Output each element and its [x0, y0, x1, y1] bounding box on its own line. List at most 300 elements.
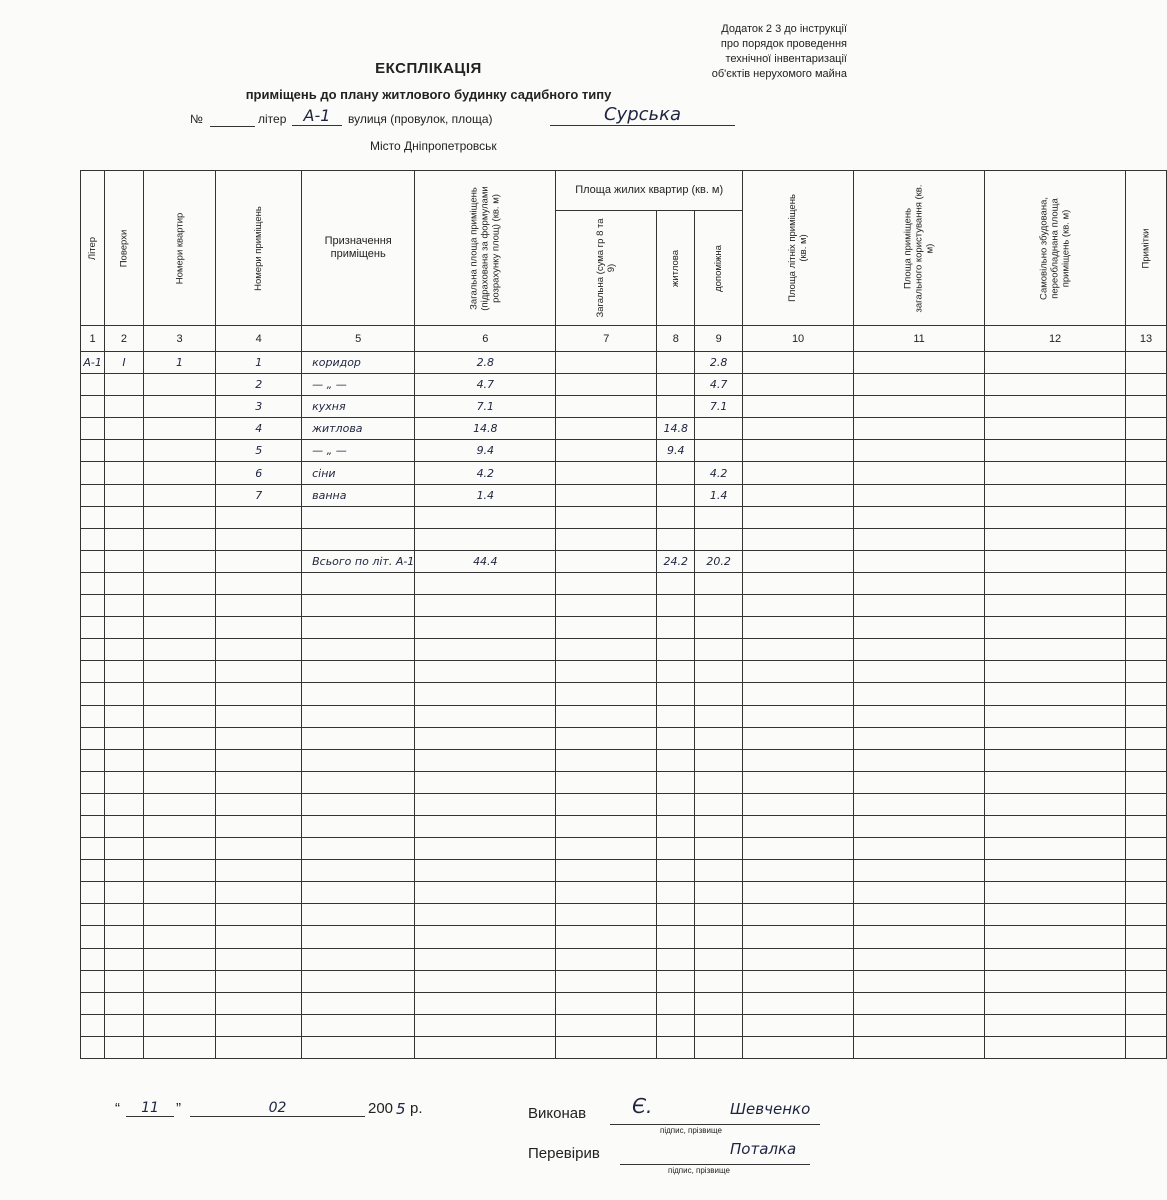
table-cell — [143, 948, 216, 970]
table-cell — [985, 396, 1126, 418]
table-cell — [854, 970, 985, 992]
table-row — [81, 550, 1167, 572]
document-subtitle: приміщень до плану житлового будинку садибного типу — [245, 87, 612, 102]
header-total-area: Загальна площа приміщень (підрахована за формулами розрахунку площ) (кв. м) — [415, 171, 556, 326]
table-row — [81, 970, 1167, 992]
table-cell: коридор — [302, 352, 415, 374]
table-cell — [143, 926, 216, 948]
header-notes: Примітки — [1126, 171, 1167, 326]
table-cell — [743, 506, 854, 528]
table-cell — [415, 617, 556, 639]
table-cell — [1126, 860, 1167, 882]
table-cell — [985, 352, 1126, 374]
table-row — [81, 661, 1167, 683]
table-cell — [1126, 528, 1167, 550]
table-cell — [1126, 683, 1167, 705]
table-cell — [81, 396, 105, 418]
table-cell: 44.4 — [415, 550, 556, 572]
table-cell — [143, 749, 216, 771]
table-cell — [81, 683, 105, 705]
table-cell — [743, 572, 854, 594]
table-cell — [743, 418, 854, 440]
table-cell — [143, 572, 216, 594]
table-row — [81, 572, 1167, 594]
table-cell — [105, 926, 144, 948]
table-cell — [415, 705, 556, 727]
table-cell — [556, 550, 657, 572]
table-cell — [81, 749, 105, 771]
table-cell — [415, 661, 556, 683]
table-cell — [556, 374, 657, 396]
table-cell — [143, 484, 216, 506]
table-cell — [854, 705, 985, 727]
table-cell — [81, 860, 105, 882]
table-cell — [302, 1036, 415, 1058]
table-cell: ванна — [302, 484, 415, 506]
table-cell — [695, 617, 743, 639]
table-cell — [854, 440, 985, 462]
table-cell — [143, 440, 216, 462]
table-cell: 1 — [216, 352, 302, 374]
table-cell — [302, 727, 415, 749]
table-cell: 14.8 — [415, 418, 556, 440]
table-cell — [302, 749, 415, 771]
table-cell — [556, 904, 657, 926]
table-cell — [105, 970, 144, 992]
table-cell — [415, 506, 556, 528]
liter-value: А-1 — [292, 106, 342, 126]
table-cell — [216, 860, 302, 882]
table-cell — [657, 484, 695, 506]
explication-table — [80, 170, 1167, 1059]
table-cell — [105, 418, 144, 440]
table-cell — [657, 815, 695, 837]
table-row — [81, 639, 1167, 661]
table-cell: 1 — [143, 352, 216, 374]
table-cell — [302, 904, 415, 926]
table-cell — [143, 418, 216, 440]
table-cell — [556, 440, 657, 462]
table-cell — [657, 506, 695, 528]
table-cell — [985, 705, 1126, 727]
table-cell — [81, 948, 105, 970]
table-cell — [657, 462, 695, 484]
table-cell — [556, 992, 657, 1014]
table-cell — [985, 970, 1126, 992]
table-cell — [743, 727, 854, 749]
table-cell — [556, 617, 657, 639]
table-cell — [143, 1036, 216, 1058]
number-blank — [210, 112, 255, 127]
column-number: 9 — [695, 326, 743, 352]
table-cell — [1126, 1036, 1167, 1058]
table-cell — [143, 1014, 216, 1036]
table-cell — [556, 572, 657, 594]
header-floors: Поверхи — [105, 171, 144, 326]
table-cell — [854, 374, 985, 396]
table-row — [81, 396, 1167, 418]
table-cell — [415, 860, 556, 882]
table-cell — [556, 661, 657, 683]
table-cell: 24.2 — [657, 550, 695, 572]
table-cell — [143, 771, 216, 793]
table-cell — [415, 528, 556, 550]
table-cell — [657, 595, 695, 617]
table-cell — [81, 418, 105, 440]
table-cell — [743, 838, 854, 860]
table-cell — [743, 948, 854, 970]
table-cell — [985, 860, 1126, 882]
table-cell — [695, 815, 743, 837]
table-cell — [743, 462, 854, 484]
table-cell — [81, 661, 105, 683]
table-cell — [556, 771, 657, 793]
table-cell — [1126, 661, 1167, 683]
table-cell — [657, 749, 695, 771]
table-cell — [854, 992, 985, 1014]
table-cell — [415, 1014, 556, 1036]
table-cell — [143, 705, 216, 727]
header-apartment-numbers: Номери квартир — [143, 171, 216, 326]
table-row — [81, 771, 1167, 793]
table-row — [81, 926, 1167, 948]
table-cell — [657, 352, 695, 374]
done-caption: підпис, прізвище — [660, 1126, 722, 1135]
table-cell — [985, 374, 1126, 396]
table-cell — [1126, 992, 1167, 1014]
table-row — [81, 705, 1167, 727]
table-cell: 4.7 — [415, 374, 556, 396]
table-cell — [985, 572, 1126, 594]
table-cell — [556, 484, 657, 506]
table-cell: 7.1 — [415, 396, 556, 418]
table-row — [81, 506, 1167, 528]
table-row — [81, 374, 1167, 396]
table-cell: 6 — [216, 462, 302, 484]
table-cell — [695, 904, 743, 926]
table-cell — [415, 572, 556, 594]
table-cell: 9.4 — [657, 440, 695, 462]
table-cell — [743, 484, 854, 506]
table-cell — [985, 528, 1126, 550]
table-row — [81, 860, 1167, 882]
table-row — [81, 352, 1167, 374]
appendix-line: Додаток 2 3 до інструкції — [721, 23, 847, 35]
table-cell — [743, 595, 854, 617]
table-cell — [143, 639, 216, 661]
table-cell — [854, 550, 985, 572]
table-cell — [743, 904, 854, 926]
table-cell — [556, 506, 657, 528]
table-cell — [854, 727, 985, 749]
table-cell — [695, 838, 743, 860]
table-cell — [1126, 749, 1167, 771]
table-cell — [854, 948, 985, 970]
table-cell — [1126, 396, 1167, 418]
appendix-line: технічної інвентаризації — [725, 53, 847, 65]
table-cell — [302, 506, 415, 528]
date-quote-close: ” — [176, 1100, 181, 1117]
table-cell — [657, 639, 695, 661]
table-cell — [143, 374, 216, 396]
table-cell — [695, 705, 743, 727]
table-cell — [105, 484, 144, 506]
table-row — [81, 484, 1167, 506]
table-cell — [985, 683, 1126, 705]
table-row — [81, 683, 1167, 705]
table-cell — [302, 705, 415, 727]
table-cell — [985, 727, 1126, 749]
table-row — [81, 528, 1167, 550]
table-cell — [81, 904, 105, 926]
table-cell — [216, 970, 302, 992]
column-number: 5 — [302, 326, 415, 352]
table-cell — [105, 374, 144, 396]
table-cell — [556, 838, 657, 860]
date-year-suffix: р. — [410, 1100, 423, 1117]
table-cell — [1126, 595, 1167, 617]
table-cell — [415, 639, 556, 661]
table-cell: Всього по літ. А-1 — [302, 550, 415, 572]
date-day: 11 — [126, 1100, 174, 1117]
table-cell — [81, 639, 105, 661]
table-cell — [302, 882, 415, 904]
table-row — [81, 1036, 1167, 1058]
table-cell — [216, 838, 302, 860]
table-cell — [81, 374, 105, 396]
table-cell — [415, 1036, 556, 1058]
table-cell — [743, 352, 854, 374]
table-cell — [302, 572, 415, 594]
table-cell — [302, 771, 415, 793]
checked-caption: підпис, прізвище — [668, 1166, 730, 1175]
table-cell — [743, 374, 854, 396]
table-cell — [415, 948, 556, 970]
table-cell — [985, 506, 1126, 528]
table-cell — [556, 926, 657, 948]
table-cell: 3 — [216, 396, 302, 418]
table-cell — [657, 926, 695, 948]
table-header-row — [81, 171, 1167, 211]
checked-label: Перевірив — [528, 1145, 600, 1162]
table-cell — [743, 749, 854, 771]
table-cell — [216, 506, 302, 528]
table-cell — [854, 617, 985, 639]
table-cell — [302, 595, 415, 617]
table-cell — [743, 550, 854, 572]
table-cell — [81, 595, 105, 617]
table-cell — [143, 396, 216, 418]
street-label: вулиця (провулок, площа) — [348, 112, 493, 126]
table-row — [81, 992, 1167, 1014]
table-cell — [105, 948, 144, 970]
table-cell — [743, 1036, 854, 1058]
table-cell — [216, 727, 302, 749]
table-cell: І — [105, 352, 144, 374]
table-row — [81, 749, 1167, 771]
table-cell — [657, 793, 695, 815]
column-number: 3 — [143, 326, 216, 352]
table-cell: 4.7 — [695, 374, 743, 396]
column-number: 13 — [1126, 326, 1167, 352]
table-cell — [216, 904, 302, 926]
table-cell: сіни — [302, 462, 415, 484]
table-cell — [216, 572, 302, 594]
table-cell — [105, 904, 144, 926]
table-cell — [743, 882, 854, 904]
checked-name: Поталка — [730, 1140, 797, 1158]
table-cell: 1.4 — [695, 484, 743, 506]
table-cell — [657, 661, 695, 683]
table-cell — [1126, 462, 1167, 484]
table-cell — [81, 838, 105, 860]
table-cell — [556, 970, 657, 992]
table-cell — [415, 595, 556, 617]
table-cell: 2.8 — [415, 352, 556, 374]
table-cell — [657, 904, 695, 926]
table-cell — [105, 1036, 144, 1058]
table-cell — [985, 926, 1126, 948]
table-cell — [854, 838, 985, 860]
table-cell — [1126, 926, 1167, 948]
table-cell — [216, 948, 302, 970]
table-cell — [81, 705, 105, 727]
table-cell — [143, 595, 216, 617]
table-cell — [216, 992, 302, 1014]
table-cell — [1126, 948, 1167, 970]
table-cell — [105, 462, 144, 484]
table-cell — [657, 572, 695, 594]
table-cell — [1126, 639, 1167, 661]
table-cell — [143, 506, 216, 528]
table-cell — [81, 1036, 105, 1058]
column-number: 1 — [81, 326, 105, 352]
table-cell — [415, 815, 556, 837]
table-row — [81, 462, 1167, 484]
column-number: 7 — [556, 326, 657, 352]
table-cell — [695, 506, 743, 528]
table-cell — [216, 771, 302, 793]
table-cell — [105, 683, 144, 705]
table-cell — [743, 815, 854, 837]
header-common-area: Площа приміщень загального користування (кв. м) — [854, 171, 985, 326]
table-cell — [1126, 882, 1167, 904]
table-cell — [985, 550, 1126, 572]
table-cell — [854, 595, 985, 617]
table-cell — [81, 793, 105, 815]
table-cell — [143, 727, 216, 749]
table-cell — [81, 572, 105, 594]
table-cell — [1126, 705, 1167, 727]
table-cell — [854, 683, 985, 705]
table-cell — [556, 948, 657, 970]
table-row — [81, 440, 1167, 462]
table-cell — [81, 727, 105, 749]
table-cell — [81, 528, 105, 550]
table-row — [81, 815, 1167, 837]
table-cell — [985, 771, 1126, 793]
table-cell — [1126, 970, 1167, 992]
column-number: 4 — [216, 326, 302, 352]
table-row — [81, 617, 1167, 639]
table-row — [81, 904, 1167, 926]
table-cell — [657, 1014, 695, 1036]
table-cell — [1126, 617, 1167, 639]
table-cell — [854, 815, 985, 837]
table-cell — [105, 550, 144, 572]
table-cell — [415, 771, 556, 793]
table-cell — [743, 860, 854, 882]
table-cell — [216, 749, 302, 771]
table-cell — [143, 838, 216, 860]
table-cell — [143, 860, 216, 882]
table-cell — [556, 1036, 657, 1058]
table-cell — [854, 1036, 985, 1058]
table-cell — [81, 550, 105, 572]
table-cell — [695, 727, 743, 749]
table-cell — [854, 418, 985, 440]
table-cell — [1126, 727, 1167, 749]
table-cell — [302, 860, 415, 882]
table-cell — [216, 705, 302, 727]
table-cell: 2.8 — [695, 352, 743, 374]
table-cell — [695, 793, 743, 815]
city-label: Місто Дніпропетровськ — [370, 139, 497, 153]
header-room-numbers: Номери приміщень — [216, 171, 302, 326]
header-auxiliary: допоміжна — [695, 211, 743, 326]
table-cell — [657, 617, 695, 639]
table-cell — [105, 617, 144, 639]
table-row — [81, 882, 1167, 904]
table-cell — [143, 683, 216, 705]
table-cell — [415, 727, 556, 749]
table-cell — [657, 374, 695, 396]
table-cell — [216, 1036, 302, 1058]
table-cell — [1126, 440, 1167, 462]
table-cell — [985, 639, 1126, 661]
table-cell — [143, 661, 216, 683]
table-cell — [985, 948, 1126, 970]
table-row — [81, 838, 1167, 860]
table-cell — [81, 882, 105, 904]
table-cell — [216, 550, 302, 572]
table-cell — [216, 882, 302, 904]
table-cell — [695, 771, 743, 793]
table-cell — [143, 815, 216, 837]
table-cell — [143, 970, 216, 992]
table-cell — [143, 882, 216, 904]
table-cell — [105, 396, 144, 418]
table-cell — [1126, 572, 1167, 594]
table-cell — [854, 793, 985, 815]
table-cell — [556, 683, 657, 705]
table-cell — [216, 815, 302, 837]
table-cell — [556, 860, 657, 882]
table-cell — [743, 528, 854, 550]
table-cell — [105, 815, 144, 837]
table-cell — [556, 462, 657, 484]
table-row — [81, 1014, 1167, 1036]
table-cell — [695, 528, 743, 550]
table-cell — [695, 970, 743, 992]
table-cell — [81, 1014, 105, 1036]
table-cell — [556, 418, 657, 440]
table-cell — [105, 860, 144, 882]
table-cell — [143, 550, 216, 572]
table-cell — [105, 705, 144, 727]
table-cell — [743, 661, 854, 683]
table-cell — [105, 528, 144, 550]
